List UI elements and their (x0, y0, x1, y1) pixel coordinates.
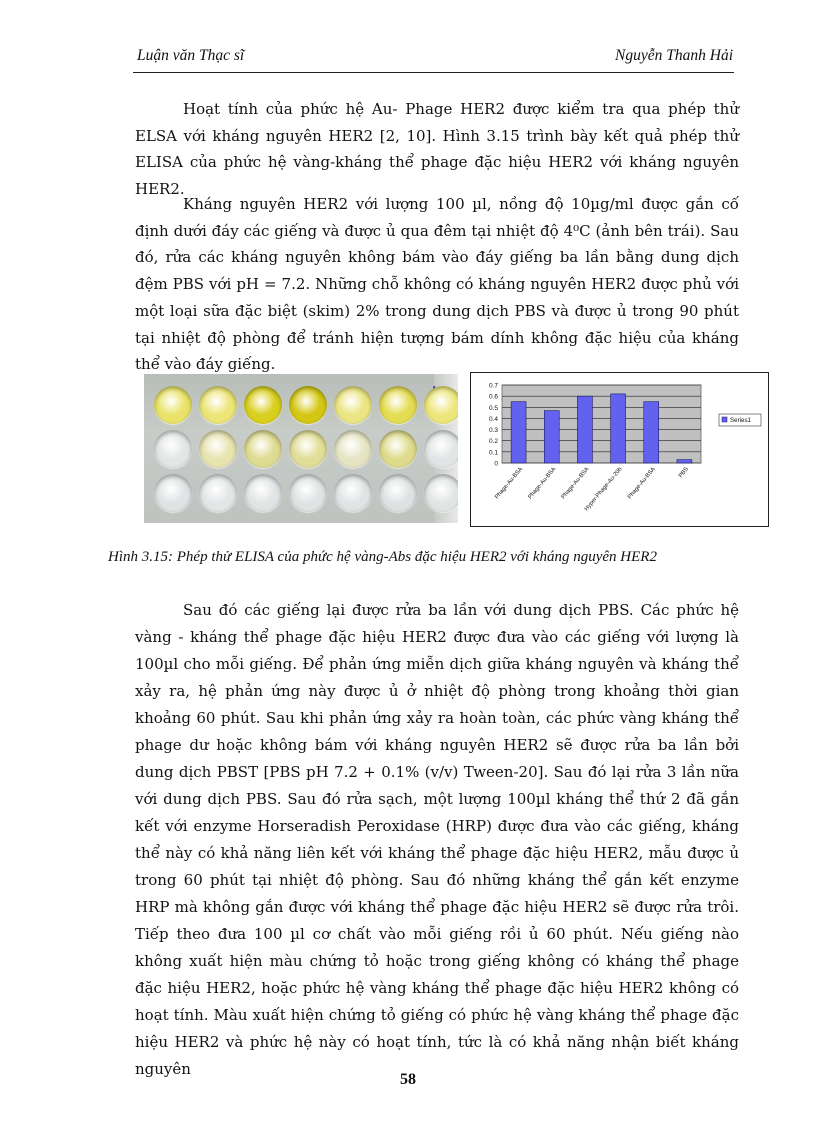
y-tick-label: 0.1 (488, 449, 498, 457)
paragraph-intro: Hoạt tính của phức hệ Au- Phage HER2 được kiểm tra qua phép thử ELSA với kháng nguyên HER2 [2, 10]. Hình 3.15 trình bày kết quả phép thử ELISA của phức hệ vàng-kháng thể phage đặc hiệu HER2 với kháng nguyên HER2. (135, 100, 739, 199)
y-tick-label: 0.4 (488, 415, 498, 423)
plate-well (199, 386, 237, 424)
plate-well (334, 474, 372, 512)
bar (644, 402, 659, 463)
elisa-bar-chart (470, 372, 769, 527)
bar (677, 460, 692, 463)
bar (511, 402, 526, 463)
chart-svg (471, 373, 768, 526)
y-tick-label: 0.2 (488, 438, 498, 446)
plate-well (154, 474, 192, 512)
page-header-right: Nguyễn Thanh Hải (615, 47, 733, 64)
plate-well (334, 430, 372, 468)
y-tick-label: 0.7 (488, 382, 498, 390)
figure-caption: Hình 3.15: Phép thử ELISA của phức hệ vàng-Abs đặc hiệu HER2 với kháng nguyên HER2 (108, 549, 657, 565)
page-header-left: Luận văn Thạc sĩ (137, 47, 245, 64)
elisa-plate-photo (144, 374, 458, 523)
legend-label: Series1 (730, 417, 751, 424)
plate-well (244, 430, 282, 468)
bar (544, 411, 559, 463)
plate-well (424, 430, 458, 468)
page-number: 58 (400, 1071, 416, 1088)
plot-area (502, 385, 701, 463)
x-tick-label: Hyper-Phage-Au-20h (583, 466, 624, 513)
plate-well (154, 386, 192, 424)
plate-well (154, 430, 192, 468)
x-tick-label: Phage-Au-BSA (560, 466, 591, 501)
plate-well (289, 386, 327, 424)
paragraph-antigen-coating: Kháng nguyên HER2 với lượng 100 µl, nồng độ 10µg/ml được gắn cố định dưới đáy các giếng và được ủ qua đêm tại nhiệt độ 4⁰C (ảnh bên trái). Sau đó, rửa các kháng nguyên không bám vào đáy giếng ba lần bằng dung dịch đệm PBS với pH = 7.2. Những chỗ không có kháng nguyên HER2 được phủ với một loại sữa đặc biệt (skim) 2% trong dung dịch PBS và được ủ trong 90 phút tại nhiệt độ phòng để tránh hiện tượng bám dính không đặc hiệu của kháng thể vào đáy giếng. (135, 195, 739, 374)
x-tick-label: Phage-Au-BSA (527, 466, 558, 501)
plate-well (289, 474, 327, 512)
plate-well (244, 474, 282, 512)
plate-well (199, 430, 237, 468)
plate-well (424, 386, 458, 424)
y-tick-label: 0 (494, 460, 498, 468)
legend-swatch (722, 417, 727, 422)
plate-well (334, 386, 372, 424)
plate-well (199, 474, 237, 512)
plate-well (244, 386, 282, 424)
x-tick-label: PBS (677, 466, 690, 480)
plate-well (289, 430, 327, 468)
x-tick-label: Phage-Au-BSA (626, 466, 657, 501)
bar (611, 394, 626, 463)
y-tick-label: 0.3 (488, 427, 498, 435)
plate-well (379, 474, 417, 512)
plate-well (379, 386, 417, 424)
y-tick-label: 0.6 (488, 393, 498, 401)
y-tick-label: 0.5 (488, 404, 498, 412)
header-rule (133, 72, 734, 73)
x-tick-label: Phage-Au-BSA (494, 466, 525, 501)
plate-well (424, 474, 458, 512)
bar (577, 396, 592, 463)
plate-well (379, 430, 417, 468)
paragraph-procedure: Sau đó các giếng lại được rửa ba lần với dung dịch PBS. Các phức hệ vàng - kháng thể phage đặc hiệu HER2 được đưa vào các giếng với lượng là 100µl cho mỗi giếng. Để phản ứng miễn dịch giữa kháng nguyên và kháng thể xảy ra, hệ phản ứng này được ủ ở nhiệt độ phòng trong khoảng thời gian khoảng 60 phút. Sau khi phản ứng xảy ra hoàn toàn, các phức vàng kháng thể phage dư hoặc không bám với kháng nguyên HER2 sẽ được rửa ba lần bởi dung dịch PBST [PBS pH 7.2 + 0.1% (v/v) Tween-20]. Sau đó lại rửa 3 lần nữa với dung dịch PBS. Sau đó rửa sạch, một lượng 100µl kháng thể thứ 2 đã gắn kết với enzyme Horseradish Peroxidase (HRP) được đưa vào các giếng, kháng thể này có khả năng liên kết với kháng thể phage đặc hiệu HER2, mẫu được ủ trong 60 phút tại nhiệt độ phòng. Sau đó những kháng thể gắn kết enzyme HRP mà không gắn được với kháng thể phage đặc hiệu HER2 sẽ được rửa trôi. Tiếp theo đưa 100 µl cơ chất vào mỗi giếng rồi ủ 60 phút. Nếu giếng nào không xuất hiện màu chứng tỏ hoặc trong giếng không có kháng thể phage đặc hiệu HER2, hoặc phức hệ vàng kháng thể phage đặc hiệu HER2 không có hoạt tính. Màu xuất hiện chứng tỏ giếng có phức hệ vàng kháng thể phage đặc hiệu HER2 và phức hệ này có hoạt tính, tức là có khả năng nhận biết kháng nguyên (135, 601, 739, 1078)
